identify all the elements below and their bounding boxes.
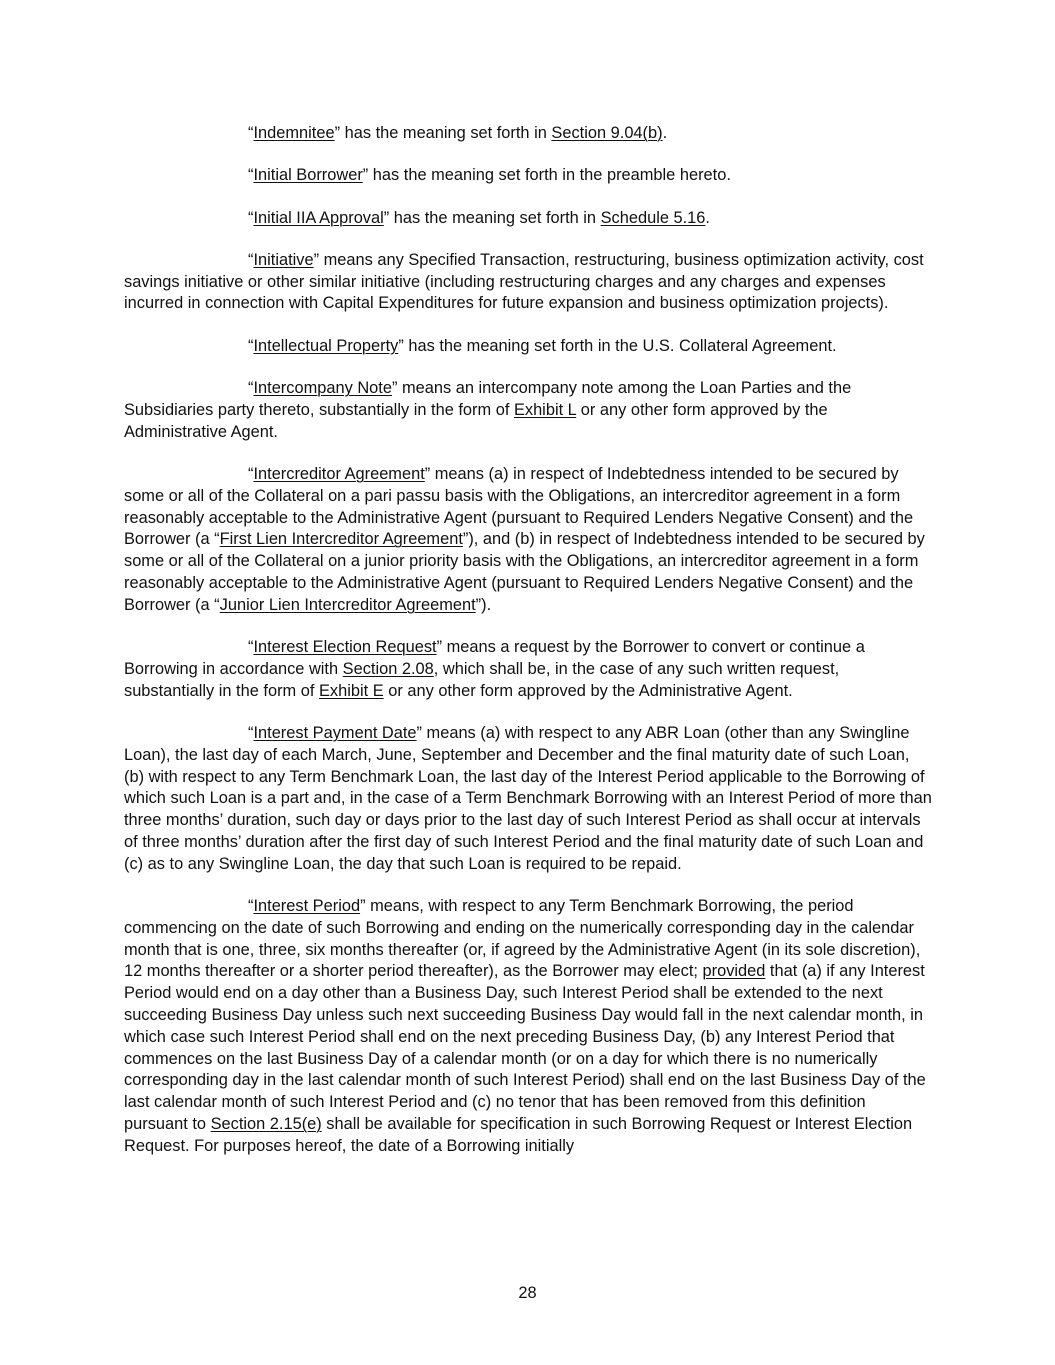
- document-body: [124, 123, 932, 1178]
- defined-term-reference: Schedule 5.16: [600, 208, 706, 227]
- paragraph-text: that (a) if any Interest Period would end on a day other than a Business Day, such Interest Period shall be extended to the next succeeding Business Day unless such next succeeding Business Day would fall in the next calendar month, in which case such Interest Period shall end on the next preceding Business Day, (b) any Interest Period that commences on the last Business Day of a calendar month (or on a day for which there is no numerically corresponding day in the last calendar month of such Interest Period) shall end on the last Business Day of the last calendar month of such Interest Period and (c) no tenor that has been removed from this definition pursuant to: [124, 962, 926, 1133]
- defined-term-reference: Initial IIA Approval: [253, 208, 384, 227]
- page-number: 28: [518, 1284, 537, 1302]
- paragraph-text: ” means an intercompany note among the Loan Parties and the Subsidiaries party thereto, substantially in the form of: [124, 379, 852, 419]
- paragraph-text: “: [248, 336, 254, 355]
- definition-interest-period: [124, 896, 932, 1158]
- paragraph-text: “: [248, 166, 254, 185]
- paragraph-text: , which shall be, in the case of any such written request, substantially in the form of: [124, 659, 840, 700]
- defined-term-reference: Initial Borrower: [253, 166, 363, 185]
- paragraph-text: “: [248, 638, 254, 657]
- defined-term-reference: Exhibit E: [318, 681, 384, 700]
- defined-term-reference: First Lien Intercreditor Agreement: [219, 530, 463, 549]
- paragraph-text: shall be available for specification in such Borrowing Request or Interest Election Request. For purposes hereof, the date of a Borrowing initially: [124, 1114, 913, 1155]
- defined-term-reference: Intercreditor Agreement: [253, 464, 425, 483]
- defined-term-reference: provided: [702, 962, 766, 981]
- paragraph-text: ” has the meaning set forth in: [334, 124, 552, 142]
- paragraph-text: “: [248, 124, 254, 142]
- definition-initial-iia-approval: [124, 208, 932, 230]
- paragraph-text: “: [248, 723, 254, 742]
- paragraph-text: ” means (a) with respect to any ABR Loan (other than any Swingline Loan), the last day of each March, June, September and December and the final maturity date of such Loan, (b) with respect to any Term Benchmark Loan, the last day of the Interest Period applicable to the Borrowing of which such Loan is a part and, in the case of a Term Benchmark Borrowing with an Interest Period of more than three months’ duration, such day or days prior to the last day of such Interest Period as shall occur at intervals of three months’ duration after the first day of such Interest Period and the final maturity date of such Loan and (c) as to any Swingline Loan, the day that such Loan is required to be repaid.: [124, 723, 932, 873]
- definition-initial-borrower: [124, 165, 932, 187]
- paragraph-text: ”), and (b) in respect of Indebtedness intended to be secured by some or all of the Collateral on a junior priority basis with the Obligations, an intercreditor agreement in a form reasonably acceptable to the Administrative Agent (pursuant to Required Lenders Negative Consent) and the Borrower (a “: [124, 530, 925, 614]
- paragraph-text: “: [248, 379, 254, 398]
- paragraph-text: .: [705, 208, 710, 227]
- paragraph-text: or any other form approved by the Administrative Agent.: [124, 400, 828, 441]
- defined-term-reference: Exhibit L: [513, 400, 577, 419]
- paragraph-text: “: [248, 250, 254, 269]
- definition-indemnitee: [124, 123, 932, 145]
- defined-term-reference: Section 2.15(e): [210, 1114, 322, 1133]
- definition-initiative: [124, 250, 932, 315]
- paragraph-text: ” has the meaning set forth in the preamble hereto.: [362, 166, 731, 185]
- paragraph-text: ” means any Specified Transaction, restructuring, business optimization activity, cost savings initiative or other similar initiative (including restructuring charges and any charges and expenses incurred in connection with Capital Expenditures for future expansion and business optimization projects).: [124, 250, 924, 313]
- definition-intercompany-note: [124, 378, 932, 443]
- paragraph-text: ” means (a) in respect of Indebtedness intended to be secured by some or all of the Collateral on a pari passu basis with the Obligations, an intercreditor agreement in a form reasonably acceptable to the Administrative Agent (pursuant to Required Lenders Negative Consent) and the Borrower (a “: [124, 464, 914, 549]
- defined-term-reference: Section 9.04(b): [551, 124, 663, 142]
- defined-term-reference: Initiative: [253, 250, 314, 269]
- defined-term-reference: Interest Period: [253, 897, 361, 916]
- paragraph-text: ” means, with respect to any Term Benchmark Borrowing, the period commencing on the date of such Borrowing and ending on the numerically corresponding day in the calendar month that is one, three, six months thereafter (or, if agreed by the Administrative Agent (in its sole discretion), 12 months thereafter or a shorter period thereafter), as the Borrower may elect;: [124, 897, 921, 981]
- defined-term-reference: Interest Election Request: [253, 638, 437, 657]
- paragraph-text: ” has the meaning set forth in the U.S. Collateral Agreement.: [398, 336, 837, 355]
- defined-term-reference: Intellectual Property: [253, 336, 399, 355]
- defined-term-reference: Intercompany Note: [253, 379, 392, 398]
- defined-term-reference: Interest Payment Date: [253, 723, 417, 742]
- paragraph-text: “: [248, 464, 254, 483]
- definition-intercreditor-agreement: [124, 464, 932, 617]
- paragraph-text: ”).: [475, 595, 492, 614]
- paragraph-text: “: [248, 208, 254, 227]
- paragraph-text: ” means a request by the Borrower to convert or continue a Borrowing in accordance with: [124, 638, 865, 678]
- defined-term-reference: Junior Lien Intercreditor Agreement: [219, 595, 476, 614]
- definition-interest-election-request: [124, 637, 932, 702]
- paragraph-text: or any other form approved by the Administrative Agent.: [383, 681, 793, 700]
- paragraph-text: “: [248, 897, 254, 916]
- definition-intellectual-property: [124, 336, 932, 358]
- defined-term-reference: Section 2.08: [342, 659, 434, 678]
- paragraph-text: .: [662, 124, 668, 142]
- paragraph-text: ” has the meaning set forth in: [383, 208, 601, 227]
- defined-term-reference: Indemnitee: [253, 124, 335, 142]
- definition-interest-payment-date: [124, 723, 932, 876]
